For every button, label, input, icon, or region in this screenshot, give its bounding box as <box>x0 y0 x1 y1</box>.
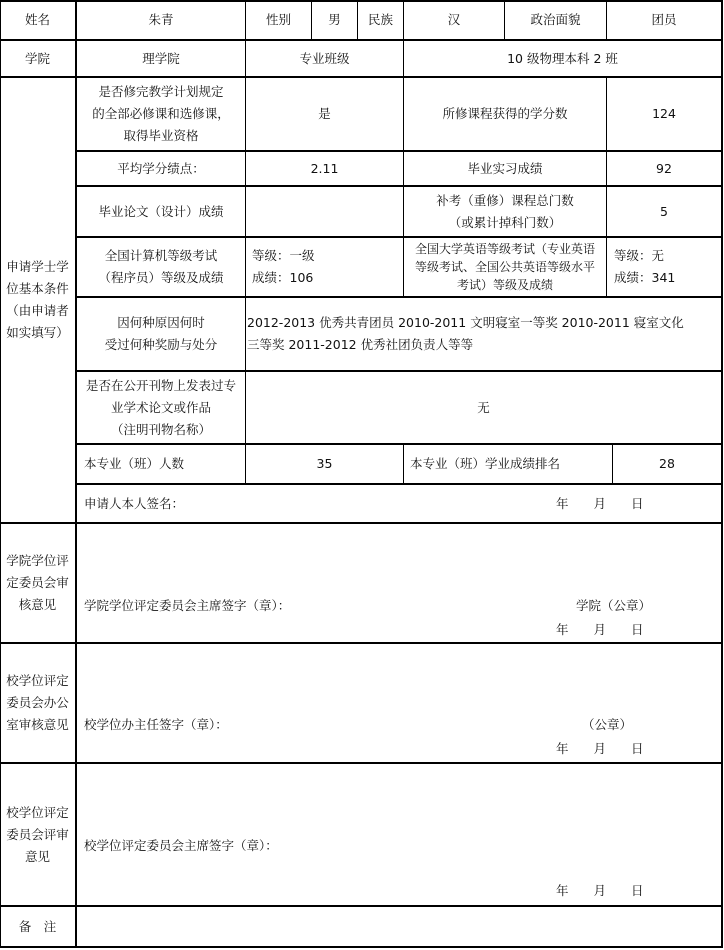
basic-section-title: 申请学士学 位基本条件 （由申请者 如实填写） <box>6 259 69 340</box>
ethnicity-value: 汉 <box>447 12 461 27</box>
name-label: 姓名 <box>24 12 50 27</box>
college-review-date: 年 月 日 <box>556 622 644 637</box>
class-size-value: 35 <box>316 456 333 471</box>
ethnicity-label: 民族 <box>367 12 393 27</box>
class-label: 专业班级 <box>299 50 350 66</box>
office-review-seal: （公章） <box>582 717 633 732</box>
class-size-label: 本专业（班）人数 <box>84 456 185 471</box>
english-exam-result: 等级：无 成绩：341 <box>614 248 676 285</box>
credits-value: 124 <box>652 106 676 121</box>
college-review-seal: 学院（公章） <box>576 598 652 613</box>
computer-exam-result: 等级：一级 成绩：106 <box>252 248 315 285</box>
thesis-label: 毕业论文（设计）成绩 <box>98 203 224 219</box>
remarks-label: 备 注 <box>18 918 57 934</box>
gender-label: 性别 <box>265 12 291 27</box>
gender-value: 男 <box>328 12 341 27</box>
political-value: 团员 <box>651 12 677 27</box>
internship-value: 92 <box>656 160 672 176</box>
thesis-value <box>246 187 403 236</box>
political-label: 政治面貌 <box>530 12 581 27</box>
office-review-date: 年 月 日 <box>556 741 644 756</box>
makeup-label: 补考（重修）课程总门数 （或累计掉科门数） <box>436 192 574 230</box>
gpa-value: 2.11 <box>310 160 339 176</box>
office-review-title: 校学位评定 委员会办公 室审核意见 <box>6 673 69 732</box>
rank-label: 本专业（班）学业成绩排名 <box>410 456 561 471</box>
committee-review-sign: 校学位评定委员会主席签字（章）： <box>84 838 278 853</box>
committee-review-title: 校学位评定 委员会评审 意见 <box>6 804 69 864</box>
computer-exam-label: 全国计算机等级考试 （程序员）等级及成绩 <box>98 248 224 285</box>
credits-label: 所修课程获得的学分数 <box>442 106 568 121</box>
internship-label: 毕业实习成绩 <box>467 160 543 176</box>
makeup-value: 5 <box>660 203 668 219</box>
rank-value: 28 <box>659 456 675 471</box>
paper-label: 是否在公开刊物上发表过专 业学术论文或作品 （注明刊物名称） <box>85 377 236 437</box>
remarks-value <box>77 907 721 946</box>
name-value: 朱青 <box>148 12 174 27</box>
english-exam-label: 全国大学英语等级考试（专业英语 等级考试、全国公共英语等级水平 考试）等级及成绩 <box>414 242 595 292</box>
committee-review-date: 年 月 日 <box>556 883 644 898</box>
college-review-title: 学院学位评 定委员会审 核意见 <box>6 553 69 612</box>
award-value: 2012-2013 优秀共青团员 2010-2011 文明寝室一等奖 2010-2011 寝室文化 三等奖 2011-2012 优秀社团负责人等等 <box>247 315 684 352</box>
class-value: 10 级物理本科 2 班 <box>507 50 618 66</box>
completion-question: 是否修完教学计划规定 的全部必修课和选修课， 取得毕业资格 <box>92 84 230 143</box>
office-review-sign: 校学位办主任签字（章）： <box>84 717 228 732</box>
applicant-signature: 申请人本人签名： <box>84 495 185 511</box>
award-label: 因何种原因何时 受过何种奖励与处分 <box>104 315 218 352</box>
paper-value: 无 <box>477 399 490 415</box>
applicant-date: 年 月 日 <box>556 495 644 511</box>
college-value: 理学院 <box>142 50 180 66</box>
college-label: 学院 <box>24 50 50 66</box>
gpa-label: 平均学分绩点： <box>117 160 205 176</box>
college-review-sign: 学院学位评定委员会主席签字（章）： <box>84 598 291 613</box>
completion-answer: 是 <box>318 106 331 121</box>
